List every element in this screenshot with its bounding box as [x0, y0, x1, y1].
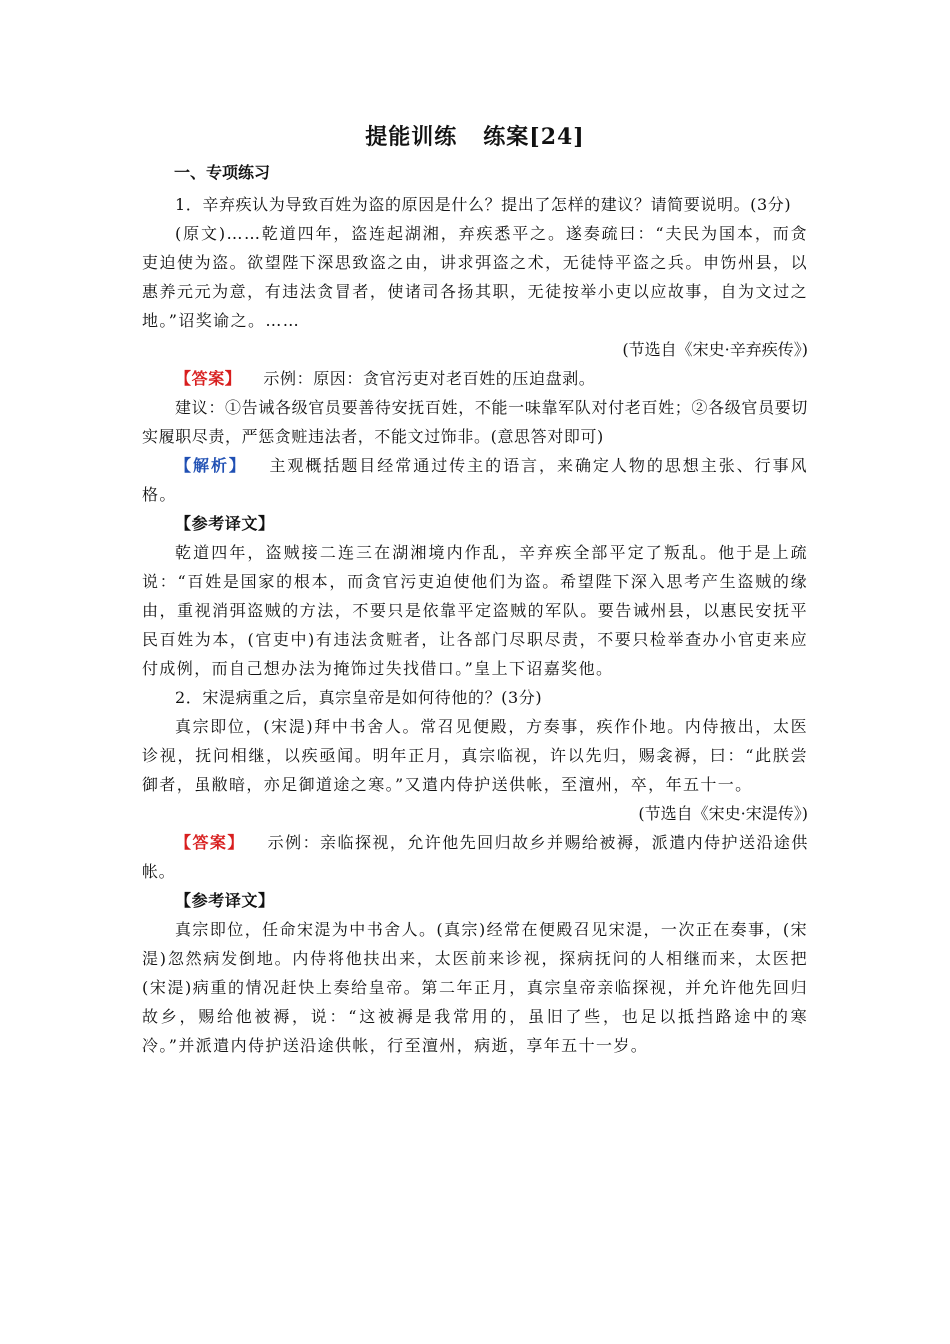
answer-2	[142, 828, 808, 886]
section-heading: 一、专项练习	[174, 163, 271, 182]
answer-text: 示例：原因：贪官污吏对老百姓的压迫盘剥。	[263, 369, 596, 388]
analysis-tag: 【解析】	[175, 456, 247, 475]
translation-2: 真宗即位，任命宋湜为中书舍人。(真宗)经常在便殿召见宋湜，一次正在奏事，(宋湜)忽然病发倒地。内侍将他扶出来，太医前来诊视，探病抚问的人相继而来，太医把(宋湜)病重的情况赶快上奏给皇帝。第二年正月，真宗皇帝亲临探视，并允许他先回归故乡，赐给他被褥，说：“这被褥是我常用的，虽旧了些，也足以抵挡路途中的寒冷。”并派遣内侍护送沿途供帐，行至澶州，病逝，享年五十一岁。	[142, 920, 808, 1055]
translation-1: 乾道四年，盗贼接二连三在湖湘境内作乱，辛弃疾全部平定了叛乱。他于是上疏说：“百姓是国家的根本，而贪官污吏迫使他们为盗。希望陛下深入思考产生盗贼的缘由，重视消弭盗贼的方法，不要只是依靠平定盗贼的军队。要告诫州县，以惠民安抚平民百姓为本，(官吏中)有违法贪赃者，让各部门尽职尽责，不要只检举查办小官吏来应付成例，而自己想办法为掩饰过失找借口。”皇上下诏嘉奖他。	[142, 543, 808, 678]
title-right: 练案[24]	[483, 124, 585, 150]
suggestion-1: 建议：①告诫各级官员要善待安抚百姓，不能一味靠军队对付老百姓；②各级官员要切实履职尽责，严惩贪赃违法者，不能文过饰非。(意思答对即可)	[142, 398, 808, 446]
passage-2: 真宗即位，(宋湜)拜中书舍人。常召见便殿，方奏事，疾作仆地。内侍掖出，太医诊视，抚问相继，以疾亟闻。明年正月，真宗临视，许以先归，赐衾褥，曰：“此朕尝御者，虽敝暗，亦足御道途之寒。”又遣内侍护送供帐，至澶州，卒，年五十一。	[142, 717, 808, 794]
answer-text: 示例：亲临探视，允许他先回归故乡并赐给被褥，派遣内侍护送沿途供帐。	[142, 833, 808, 881]
analysis-1	[142, 451, 808, 509]
page-title	[142, 122, 808, 152]
source-2: (节选自《宋史·宋湜传》)	[638, 804, 808, 823]
passage-1: (原文)……乾道四年，盗连起湖湘，弃疾悉平之。遂奏疏曰：“夫民为国本，而贪吏迫使为盗。欲望陛下深思致盗之由，讲求弭盗之术，无徒恃平盗之兵。申饬州县，以惠养元元为意，有违法贪冒者，使诸司各扬其职，无徒按举小吏以应故事，自为文过之地。”诏奖谕之。……	[142, 224, 808, 330]
question-2: 2．宋湜病重之后，真宗皇帝是如何待他的？(3分)	[175, 688, 543, 707]
source-1: (节选自《宋史·辛弃疾传》)	[622, 340, 808, 359]
answer-1	[142, 364, 808, 393]
translation-tag-2: 【参考译文】	[175, 891, 275, 910]
answer-tag: 【答案】	[175, 833, 245, 852]
answer-tag: 【答案】	[175, 369, 242, 388]
exercise-page	[142, 122, 808, 1060]
question-1: 1．辛弃疾认为导致百姓为盗的原因是什么？提出了怎样的建议？请简要说明。(3分)	[175, 195, 792, 214]
title-left: 提能训练	[365, 124, 458, 150]
translation-tag-1: 【参考译文】	[175, 514, 275, 533]
analysis-text: 主观概括题目经常通过传主的语言，来确定人物的思想主张、行事风格。	[142, 456, 808, 504]
